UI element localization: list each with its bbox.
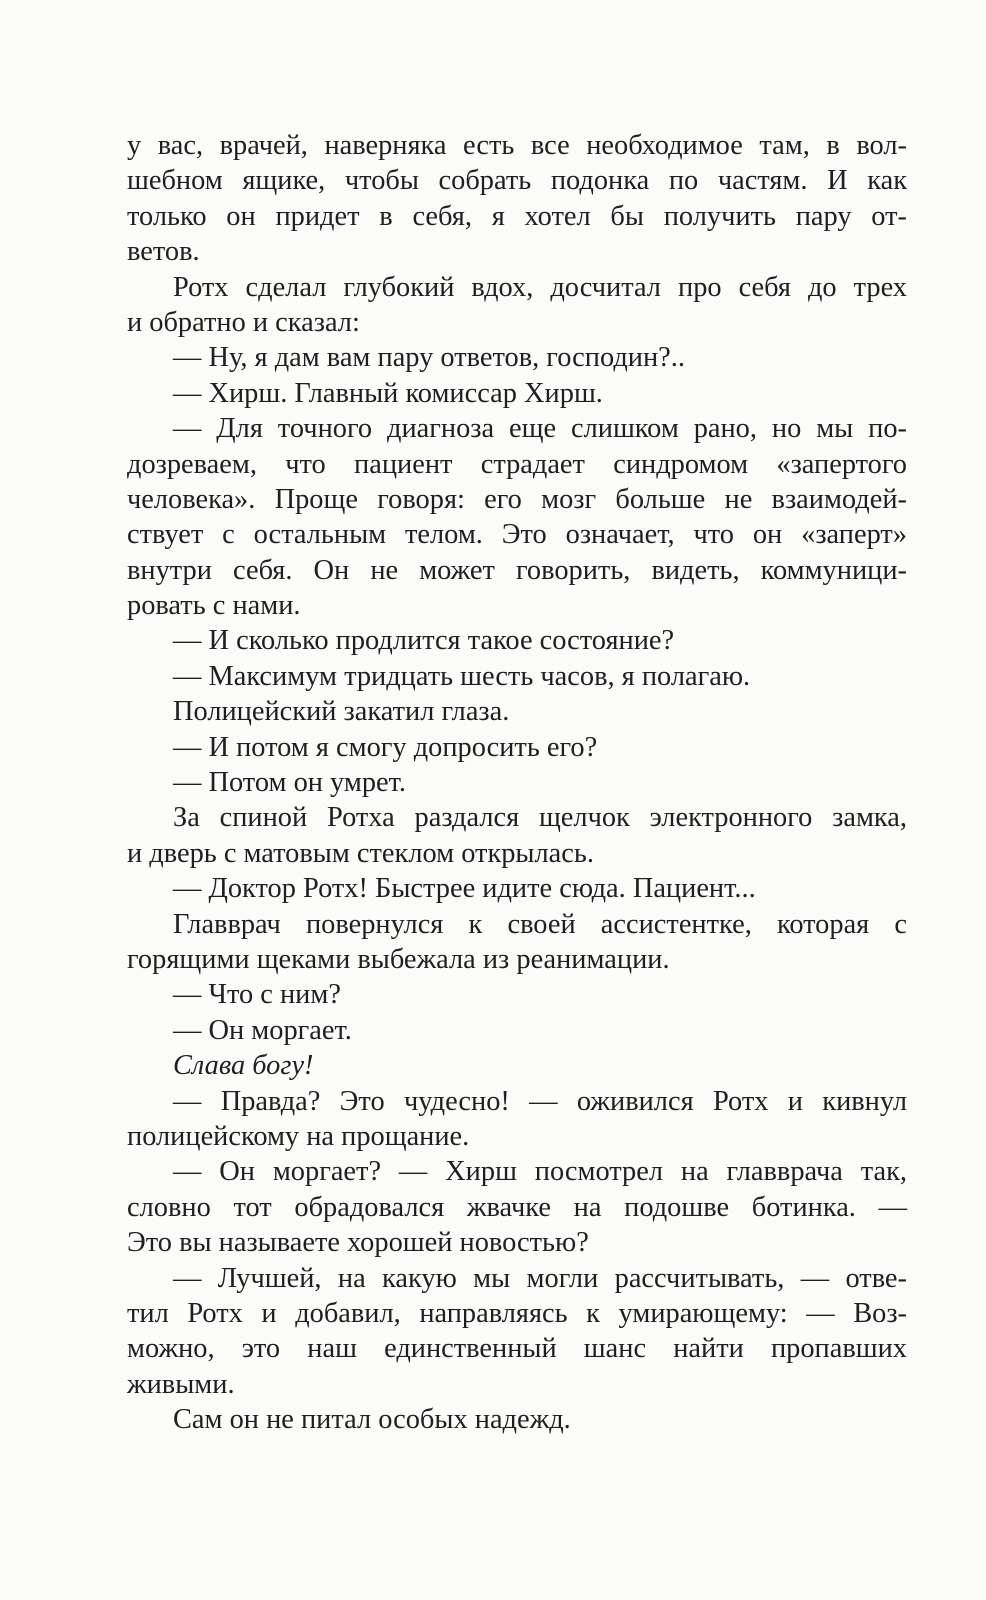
text-line: — Для точного диагноза еще слишком рано, но мы по- — [173, 413, 907, 445]
text-line: — Максимум тридцать шесть часов, я полагаю. — [173, 660, 751, 692]
text-line: ствует с остальным телом. Это означает, что он «заперт» — [127, 519, 907, 551]
text-line: — Потом он умрет. — [173, 767, 407, 799]
text-line: — Правда? Это чудесно! — оживился Ротх и кивнул — [173, 1085, 907, 1117]
text-line: и дверь с матовым стеклом открылась. — [127, 837, 594, 869]
text-line: Сам он не питал особых надежд. — [173, 1404, 571, 1436]
text-line: — Что с ним? — [173, 979, 341, 1011]
text-line: ветов. — [127, 236, 200, 268]
text-line: Полицейский закатил глаза. — [173, 696, 510, 728]
text-line: полицейскому на прощание. — [127, 1120, 470, 1152]
text-line: За спиной Ротха раздался щелчок электронного замка, — [173, 802, 907, 834]
book-page — [127, 128, 907, 1437]
text-line: дозреваем, что пациент страдает синдромом «запертого — [127, 448, 907, 480]
italic-text-line: Слава богу! — [173, 1050, 314, 1082]
text-line: можно, это наш единственный шанс найти пропавших — [127, 1333, 907, 1365]
text-line: — И сколько продлится такое состояние? — [173, 625, 675, 657]
text-line: — Он моргает. — [173, 1014, 352, 1046]
text-line: Это вы называете хорошей новостью? — [127, 1227, 589, 1259]
text-line: живыми. — [127, 1368, 235, 1400]
text-line: — Хирш. Главный комиссар Хирш. — [173, 377, 603, 409]
text-line: — И потом я смогу допросить его? — [173, 731, 598, 763]
text-line: ровать с нами. — [127, 590, 301, 622]
text-line: горящими щеками выбежала из реанимации. — [127, 943, 670, 975]
text-line: тил Ротх и добавил, направляясь к умирающему: — Воз- — [127, 1297, 907, 1329]
text-line: только он придет в себя, я хотел бы получить пару от- — [127, 200, 907, 232]
text-line: — Лучшей, на какую мы могли рассчитывать, — отве- — [173, 1262, 907, 1294]
text-line: шебном ящике, чтобы собрать подонка по частям. И как — [127, 165, 907, 197]
text-line: Ротх сделал глубокий вдох, досчитал про себя до трех — [173, 271, 907, 303]
text-line: и обратно и сказал: — [127, 306, 360, 338]
text-line: Главврач повернулся к своей ассистентке, которая с — [173, 908, 907, 940]
text-line: внутри себя. Он не может говорить, видеть, коммуници- — [127, 554, 907, 586]
text-line: — Он моргает? — Хирш посмотрел на главврача так, — [173, 1156, 907, 1188]
text-line: человека». Проще говоря: его мозг больше не взаимодей- — [127, 483, 907, 515]
text-line: у вас, врачей, наверняка есть все необходимое там, в вол- — [127, 130, 907, 161]
text-line: — Ну, я дам вам пару ответов, господин?.. — [173, 342, 685, 374]
text-line: словно тот обрадовался жвачке на подошве ботинка. — — [127, 1191, 907, 1223]
text-line: — Доктор Ротх! Быстрее идите сюда. Пациент... — [173, 873, 756, 905]
